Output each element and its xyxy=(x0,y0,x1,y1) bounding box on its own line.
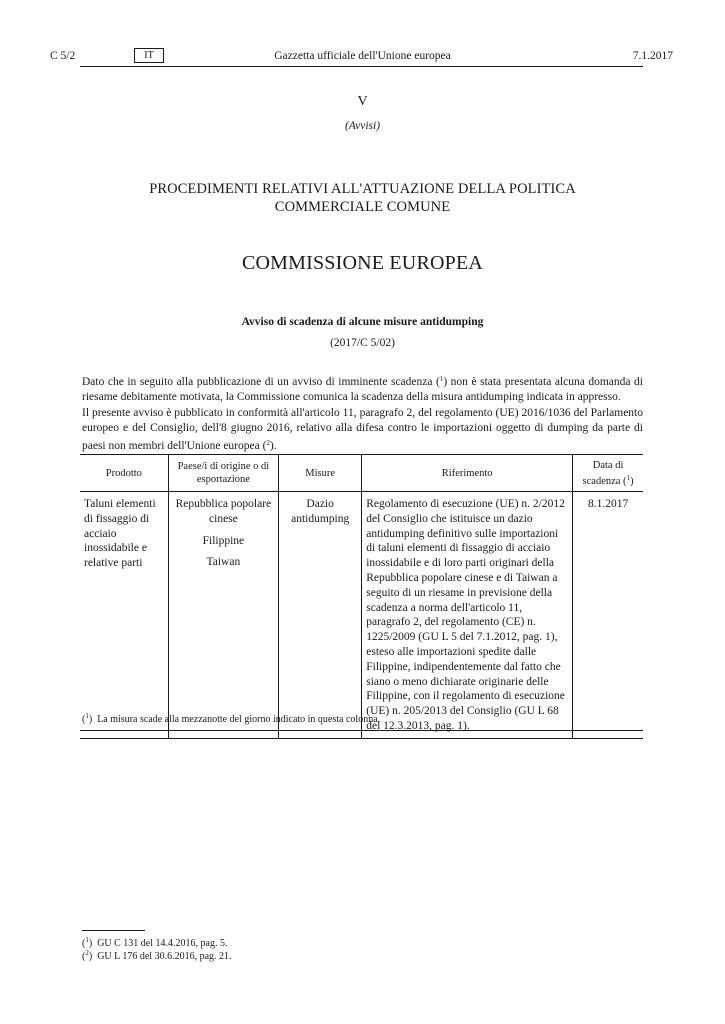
language-code-box: IT xyxy=(134,48,164,63)
footnote-separator xyxy=(82,930,145,931)
country-philippines: Filippine xyxy=(202,534,245,547)
table-header-row xyxy=(80,455,643,492)
header-measure: Misure xyxy=(279,455,362,492)
section-title-line-2: COMMERCIALE COMUNE xyxy=(274,199,451,215)
footnote-ref-2[interactable]: 2 xyxy=(266,439,270,447)
table-note-rule xyxy=(80,730,643,731)
cell-countries xyxy=(168,492,278,739)
journal-title: Gazzetta ufficiale dell'Unione europea xyxy=(274,50,451,62)
header-country: Paese/i di origine o di esportazione xyxy=(168,455,278,492)
country-china: Repubblica popolare cinese xyxy=(175,498,272,525)
table-note: ($^1$) La misura scade alla mezzanotte del giorno indicato in questa colonna. xyxy=(82,712,381,725)
table-row xyxy=(80,492,643,739)
part-number: V xyxy=(357,94,368,109)
cell-product: Taluni elementi di fissaggio di acciaio inossidabile e relative parti xyxy=(80,492,168,739)
header-expiry: Data di scadenza ($^1$) xyxy=(573,455,643,492)
country-taiwan: Taiwan xyxy=(206,556,241,569)
footnote-ref-1[interactable]: 1 xyxy=(439,375,444,383)
notice-reference: (2017/C 5/02) xyxy=(330,337,395,349)
cell-reference: Regolamento di esecuzione (UE) n. 2/2012 del Consiglio che istituisce un dazio antidumping definitivo sulle importazioni di taluni elementi di fissaggio di acciaio inossidabile e di loro parti originari della Repubblica popolare cinese e di Taiwan a seguito di un riesame in previsione della scadenza a norma dell'articolo 11, paragrafo 2, del regolamento (CE) n. 1225/2009 (GU L 5 del 7.1.2012, pag. 1), esteso alle importazioni spedite dalle Filippine, indipendentemente dal fatto che siano o meno dichiarate originarie delle Filippine, con il regolamento di esecuzione (UE) n. 205/2013 del Consiglio (GU L 68 del 12.3.2013, pag. 1). xyxy=(362,492,573,739)
section-title-line-1: PROCEDIMENTI RELATIVI ALL'ATTUAZIONE DELLA POLITICA xyxy=(149,181,576,197)
part-subtitle: (Avvisi) xyxy=(344,120,381,132)
institution-title: COMMISSIONE EUROPEA xyxy=(241,252,484,274)
header-reference: Riferimento xyxy=(362,455,573,492)
header-rule xyxy=(80,66,643,67)
measures-table xyxy=(80,454,643,739)
cell-measure: Dazio antidumping xyxy=(279,492,362,739)
footnote-2: ($^2$) GU L 176 del 30.6.2016, pag. 21. xyxy=(82,949,232,962)
page-reference: C 5/2 xyxy=(50,50,76,62)
notice-title: Avviso di scadenza di alcune misure antidumping xyxy=(241,316,484,328)
paragraph-2: Il presente avviso è pubblicato in conformità all'articolo 11, paragrafo 2, del regolamento (UE) 2016/1036 del Parlamento europeo e del Consiglio, dell'8 giugno 2016, relativo alla difesa contro le importazioni oggetto di dumping da parte di paesi non membri dell'Unione europea ($^2$). xyxy=(82,407,643,452)
cell-expiry: 8.1.2017 xyxy=(573,492,643,739)
publication-date: 7.1.2017 xyxy=(632,50,673,62)
header-product: Prodotto xyxy=(80,455,168,492)
section-title xyxy=(0,180,725,216)
footnote-1: ($^1$) GU C 131 del 14.4.2016, pag. 5. xyxy=(82,936,228,949)
paragraph-1: Dato che in seguito alla pubblicazione di un avviso di imminente scadenza ($^1$) non è stata presentata alcuna domanda di riesame debitamente motivata, la Commissione comunica la scadenza della misura antidumping indicata in appresso. xyxy=(82,375,643,403)
